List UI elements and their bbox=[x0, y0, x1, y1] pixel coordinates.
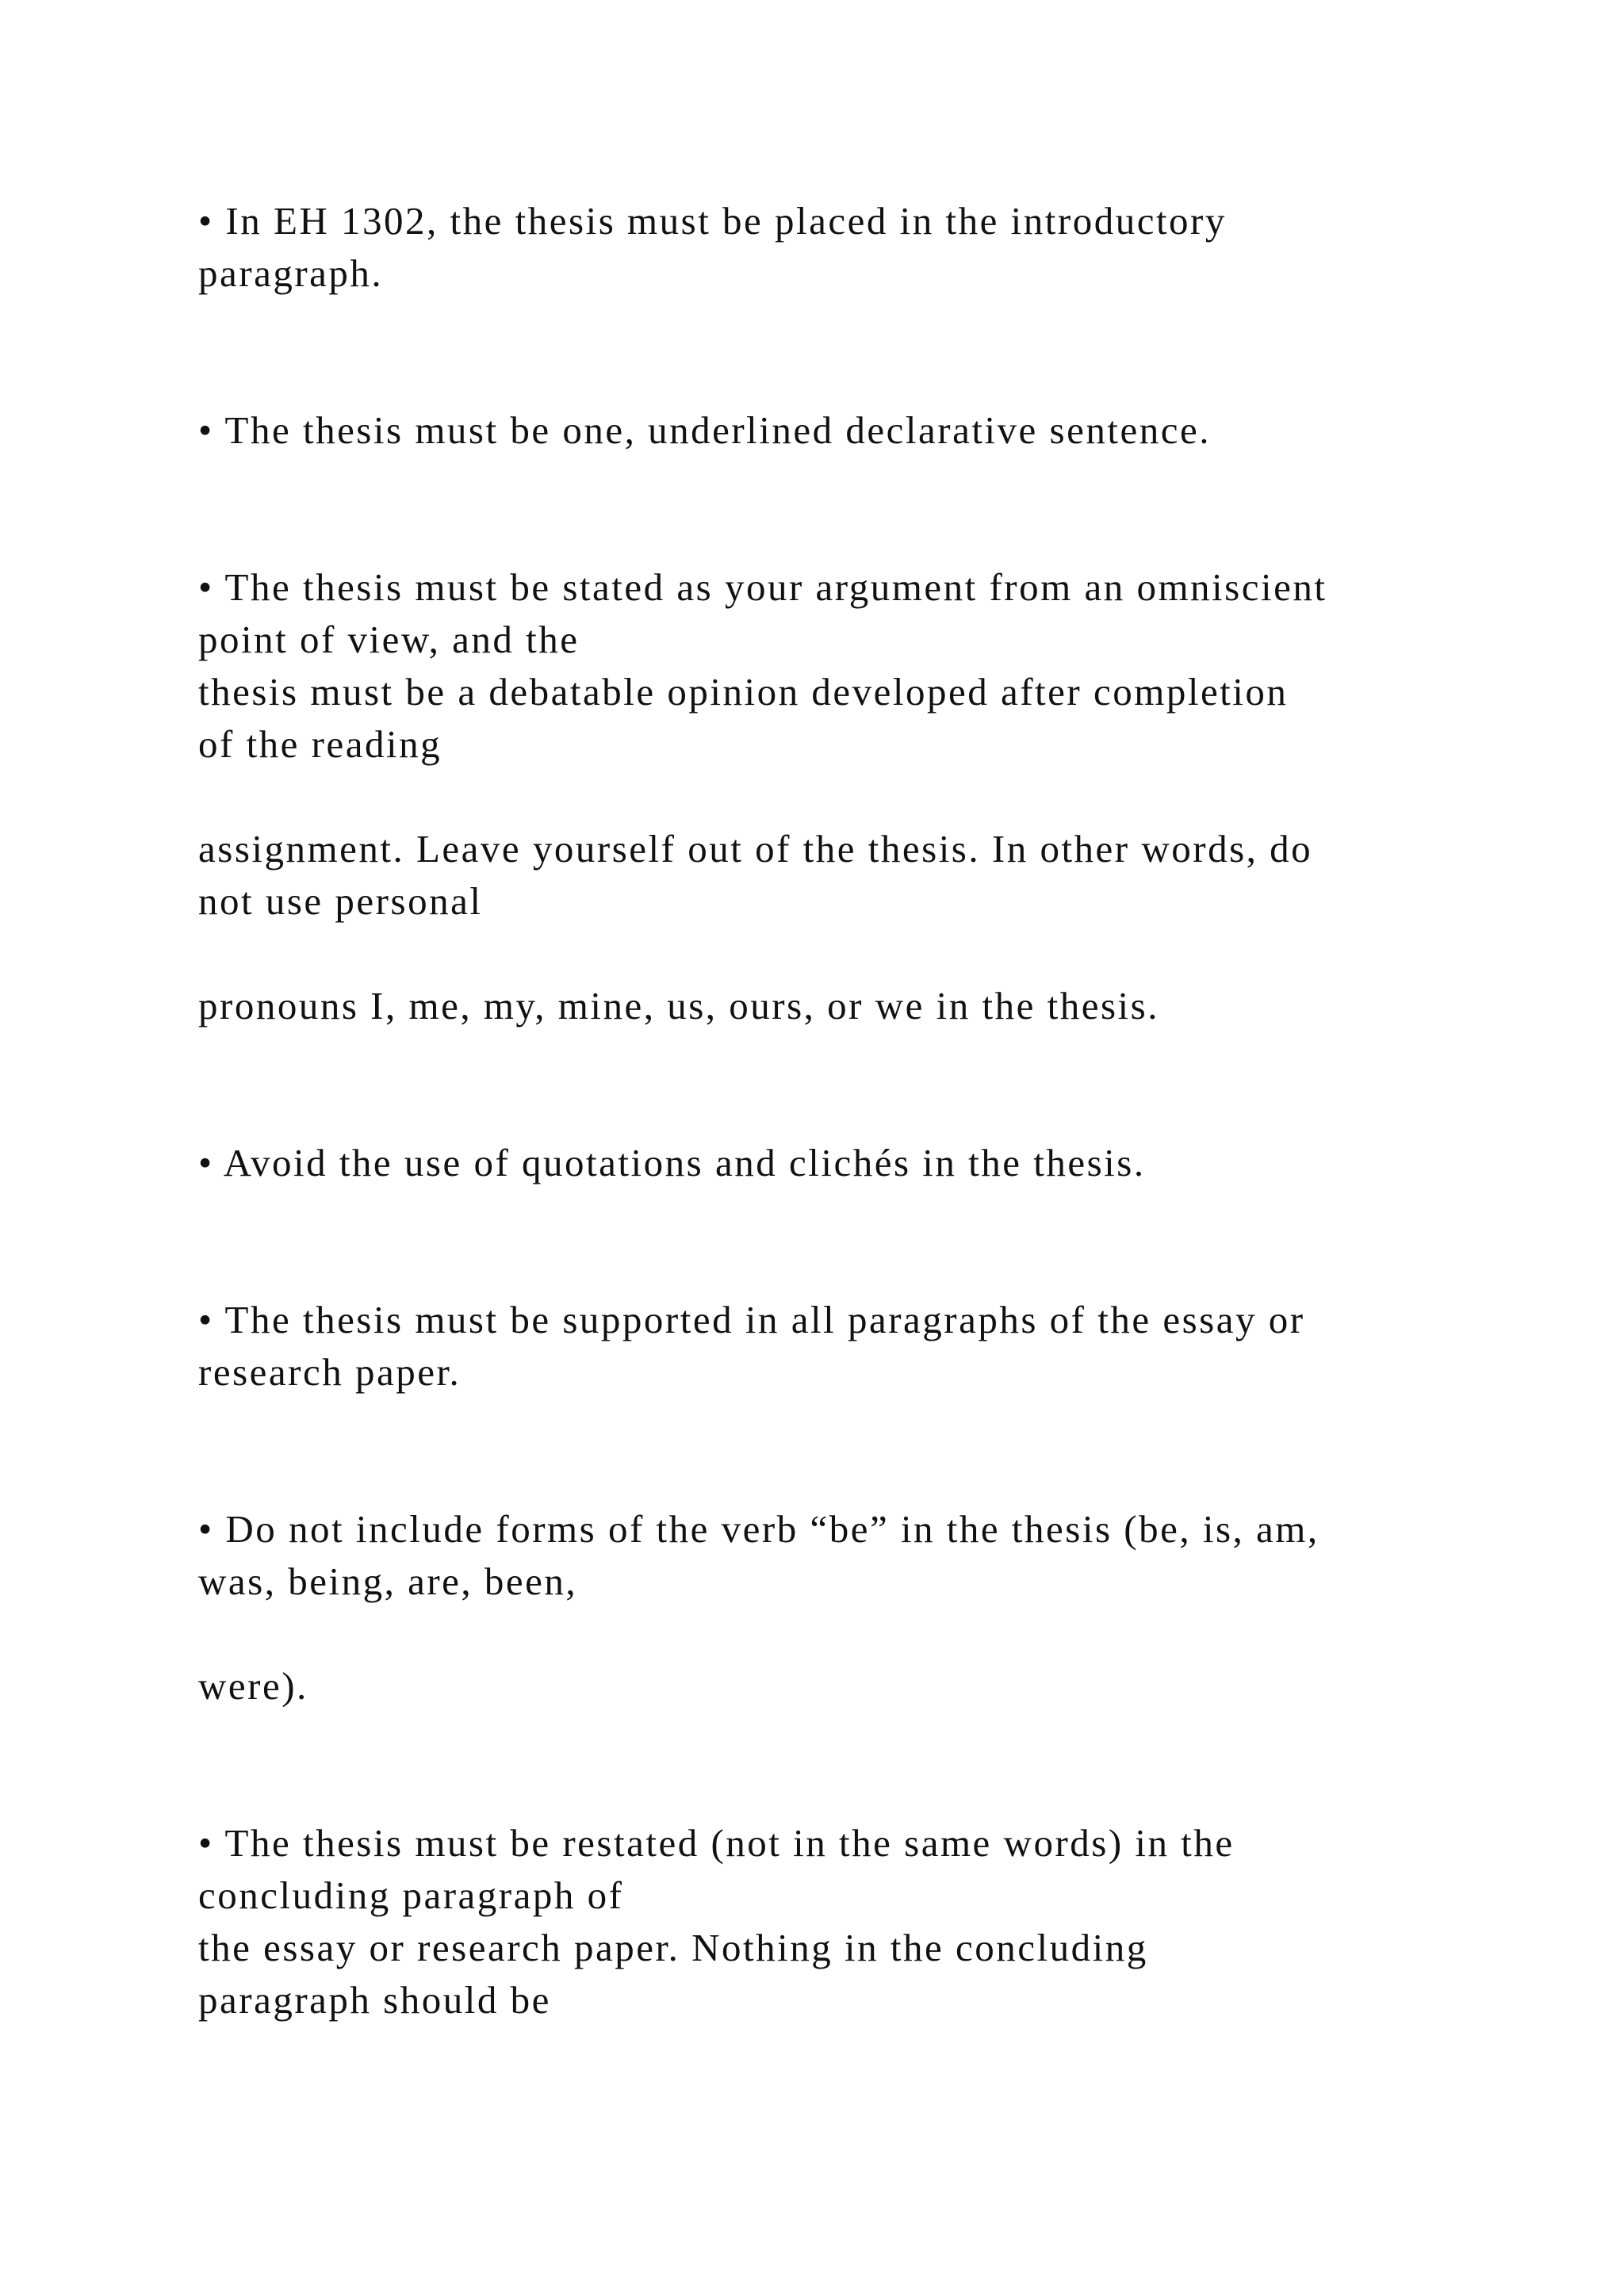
text-line: of the reading bbox=[198, 722, 442, 766]
text-line: • In EH 1302, the thesis must be placed in the introductory bbox=[198, 199, 1227, 243]
text-line: • Do not include forms of the verb “be” in the thesis (be, is, am, bbox=[198, 1507, 1320, 1551]
text-line: not use personal bbox=[198, 879, 483, 923]
text-line: paragraph. bbox=[198, 251, 384, 295]
text-line: point of view, and the bbox=[198, 618, 580, 661]
text-line: concluding paragraph of bbox=[198, 1873, 624, 1917]
text-line: pronouns I, me, my, mine, us, ours, or we in the thesis. bbox=[198, 984, 1159, 1027]
text-line: the essay or research paper. Nothing in the concluding bbox=[198, 1926, 1148, 1969]
text-line: • Avoid the use of quotations and clichés in the thesis. bbox=[198, 1141, 1146, 1184]
text-line: • The thesis must be supported in all paragraphs of the essay or bbox=[198, 1298, 1305, 1341]
text-line: thesis must be a debatable opinion developed after completion bbox=[198, 670, 1289, 714]
text-line: • The thesis must be restated (not in the same words) in the bbox=[198, 1821, 1235, 1865]
text-line: paragraph should be bbox=[198, 1978, 551, 2022]
text-line: research paper. bbox=[198, 1350, 462, 1394]
text-line: was, being, are, been, bbox=[198, 1559, 578, 1603]
text-line: were). bbox=[198, 1664, 308, 1708]
text-line: • The thesis must be stated as your argument from an omniscient bbox=[198, 565, 1327, 609]
text-line: assignment. Leave yourself out of the thesis. In other words, do bbox=[198, 827, 1313, 871]
text-line: • The thesis must be one, underlined declarative sentence. bbox=[198, 408, 1211, 452]
